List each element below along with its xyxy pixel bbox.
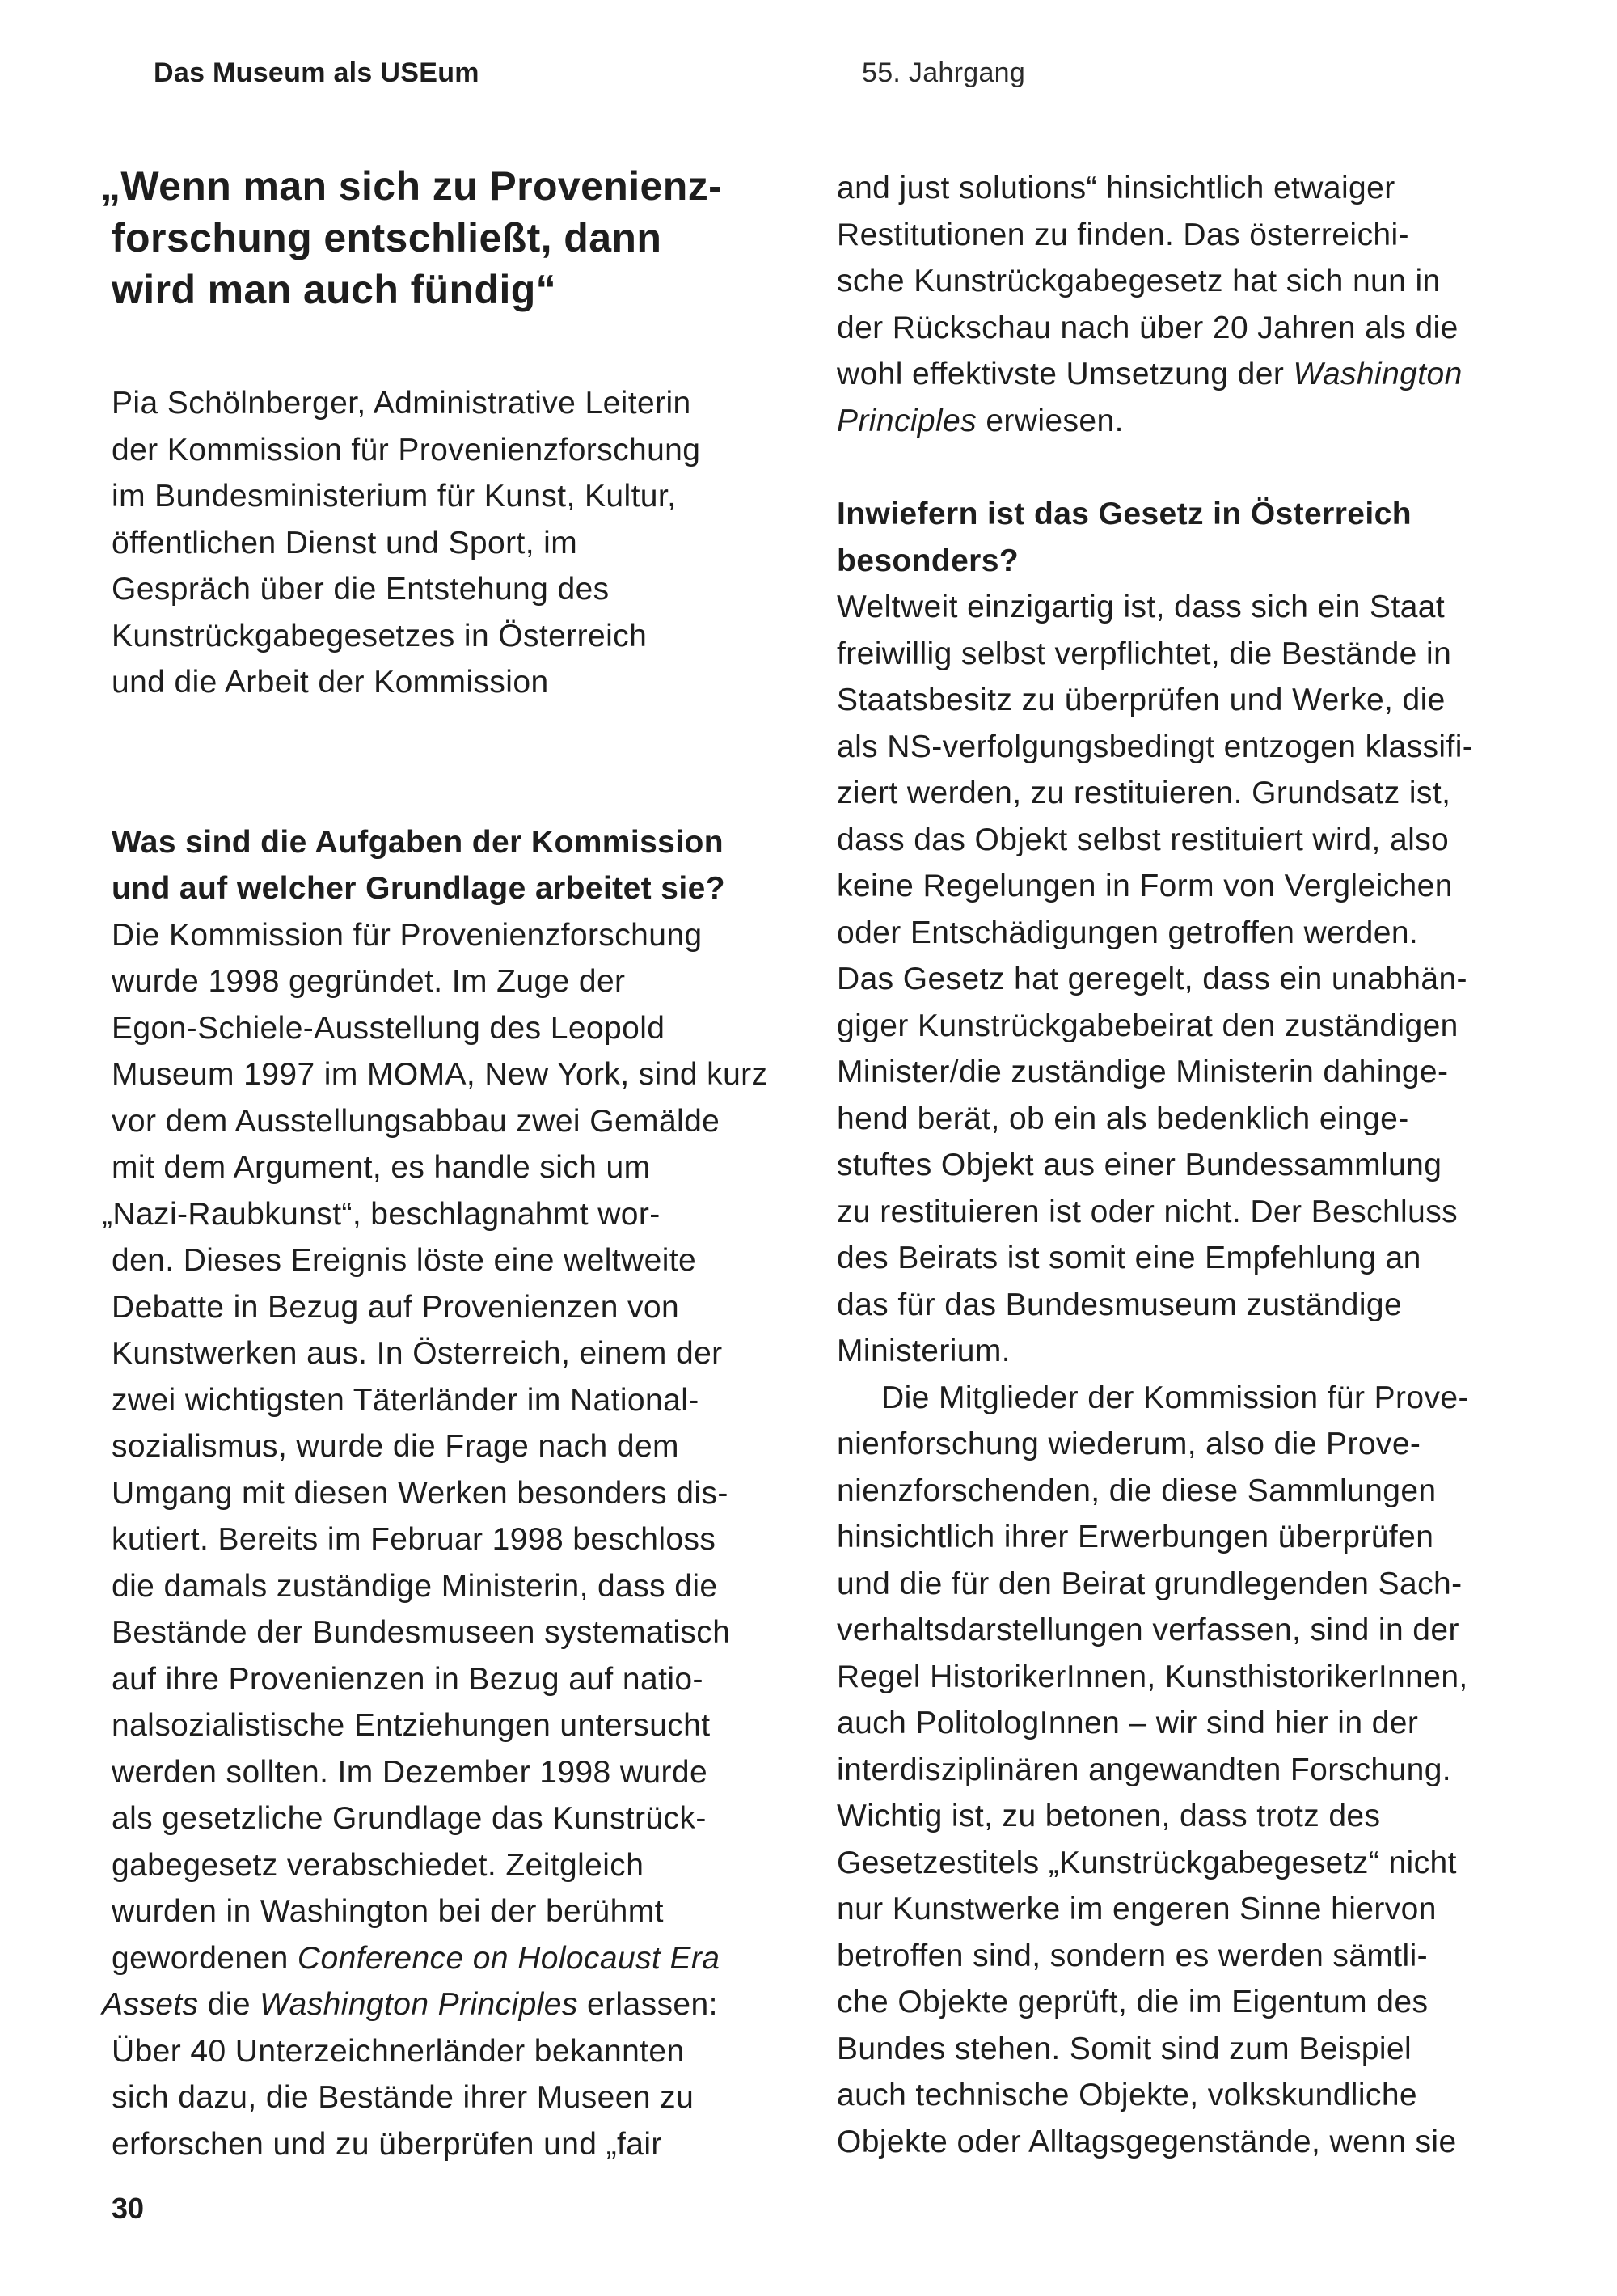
body-line: oder Entschädigungen getroffen werden. [837,915,1419,950]
body-line: des Beirats ist somit eine Empfehlung an [837,1241,1421,1275]
running-head-volume: 55. Jahrgang [862,57,1026,88]
body-line: mit dem Argument, es handle sich um [112,1150,651,1185]
body-line: verhaltsdarstellungen verfassen, sind in der [837,1613,1459,1647]
article-title [100,160,791,315]
body-line: dass das Objekt selbst restituiert wird, also [837,822,1450,857]
body-line: Weltweit einzigartig ist, dass sich ein Staat [837,590,1446,624]
title-line: wird man auch fündig“ [112,267,557,312]
body-line: „Nazi-Raubkunst“, beschlagnahmt wor- [102,1196,661,1232]
body-line: als NS-verfolgungsbedingt entzogen klassifi- [837,729,1474,764]
body-line: nienzforschenden, die diese Sammlungen [837,1473,1437,1508]
body-line: keine Regelungen in Form von Vergleichen [837,869,1453,903]
italic-title: Principles [837,403,977,438]
body-line: sche Kunstrückgabegesetz hat sich nun in [837,264,1441,298]
intro-line: Gespräch über die Entstehung des [112,572,610,607]
italic-title: Washington Principles [260,1987,578,2022]
body-line: Museum 1997 im MOMA, New York, sind kurz [112,1057,768,1092]
body-line: ziert werden, zu restituieren. Grundsatz ist, [837,776,1451,810]
italic-title: Assets [102,1987,199,2022]
body-line: kutiert. Bereits im Februar 1998 beschloss [112,1522,716,1557]
body-line: and just solutions“ hinsichtlich etwaiger [837,171,1395,205]
body-line: Principles erwiesen. [837,403,1124,438]
body-line: nalsozialistische Entziehungen untersucht [112,1708,711,1743]
body-line: das für das Bundesmuseum zuständige [837,1287,1403,1322]
body-line: Über 40 Unterzeichnerländer bekannten [112,2033,685,2069]
body-line: giger Kunstrückgabebeirat den zuständigen [837,1008,1459,1043]
answer-2-paragraph-2 [837,1375,1516,2166]
body-line: Das Gesetz hat geregelt, dass ein unabhän- [837,962,1467,996]
body-line: stuftes Objekt aus einer Bundessammlung [837,1148,1442,1182]
body-line: zu restituieren ist oder nicht. Der Beschluss [837,1194,1458,1229]
article-intro [112,380,791,706]
body-line: sozialismus, wurde die Frage nach dem [112,1429,679,1464]
running-head-section: Das Museum als USEum [154,57,479,88]
intro-line: Kunstrückgabegesetzes in Österreich [112,618,648,653]
body-line: Die Mitglieder der Kommission für Prove- [881,1380,1469,1415]
answer-1-continuation [837,165,1516,444]
body-line: auf ihre Provenienzen in Bezug auf natio- [112,1661,703,1697]
body-line: Bundes stehen. Somit sind zum Beispiel [837,2031,1412,2066]
body-line: den. Dieses Ereignis löste eine weltweite [112,1243,697,1278]
body-line: Restitutionen zu finden. Das österreichi- [837,217,1409,252]
right-column [837,165,1516,2165]
body-line: sich dazu, die Bestände ihrer Museen zu [112,2080,695,2115]
body-line: wurde 1998 gegründet. Im Zuge der [112,964,626,999]
question-heading-1: Was sind die Aufgaben der Kommission und auf welcher Grundlage arbeitet sie? [112,824,725,906]
body-line: che Objekte geprüft, die im Eigentum des [837,1985,1429,2019]
body-line: Regel HistorikerInnen, KunsthistorikerInnen, [837,1659,1468,1694]
body-line: wohl effektivste Umsetzung der Washington [837,357,1463,391]
body-line: auch technische Objekte, volkskundliche [837,2078,1417,2112]
body-line: gabegesetz verabschiedet. Zeitgleich [112,1847,644,1883]
body-line: Minister/die zuständige Ministerin dahinge- [837,1055,1449,1089]
intro-line: öffentlichen Dienst und Sport, im [112,525,578,560]
body-line: Assets die Washington Principles erlassen: [102,1987,718,2022]
body-line: Debatte in Bezug auf Provenienzen von [112,1289,680,1325]
body-line: vor dem Ausstellungsabbau zwei Gemälde [112,1103,720,1139]
intro-line: und die Arbeit der Kommission [112,665,549,700]
body-line: freiwillig selbst verpflichtet, die Bestände in [837,636,1452,671]
italic-title: Washington [1293,357,1463,391]
body-line: hinsichtlich ihrer Erwerbungen überprüfen [837,1520,1434,1554]
intro-line: Pia Schölnberger, Administrative Leiterin [112,386,691,421]
body-line: Kunstwerken aus. In Österreich, einem der [112,1336,723,1371]
body-line: interdisziplinären angewandten Forschung. [837,1752,1452,1787]
body-line: die damals zuständige Ministerin, dass die [112,1568,718,1604]
body-line: hend berät, ob ein als bedenklich einge- [837,1101,1409,1136]
body-line: Gesetzestitels „Kunstrückgabegesetz“ nicht [837,1845,1457,1880]
body-line: Umgang mit diesen Werken besonders dis- [112,1475,728,1511]
body-line: Objekte oder Alltagsgegenstände, wenn sie [837,2124,1457,2159]
body-line: gewordenen Conference on Holocaust Era [112,1940,720,1976]
body-line: als gesetzliche Grundlage das Kunstrück- [112,1801,707,1836]
intro-line: im Bundesministerium für Kunst, Kultur, [112,479,677,514]
body-line: der Rückschau nach über 20 Jahren als die [837,310,1459,345]
body-line: zwei wichtigsten Täterländer im National- [112,1382,699,1418]
body-line: erforschen und zu überprüfen und „fair [112,2126,662,2162]
body-line: Die Kommission für Provenienzforschung [112,917,703,953]
body-line: nienforschung wiederum, also die Prove- [837,1427,1421,1461]
body-line: und die für den Beirat grundlegenden Sach- [837,1566,1463,1601]
body-line: betroffen sind, sondern es werden sämtli- [837,1938,1429,1973]
title-line: „Wenn man sich zu Provenienz- [100,163,723,209]
question-heading-2: Inwiefern ist das Gesetz in Österreich besonders? [837,497,1412,578]
answer-2-body [837,584,1516,1375]
body-line: Staatsbesitz zu überprüfen und Werke, die [837,683,1446,717]
body-line: wurden in Washington bei der berühmt [112,1894,664,1929]
body-line: auch PolitologInnen – wir sind hier in der [837,1706,1419,1740]
body-line: werden sollten. Im Dezember 1998 wurde [112,1754,708,1790]
body-line: Ministerium. [837,1334,1011,1368]
intro-line: der Kommission für Provenienzforschung [112,432,701,467]
body-line: Egon-Schiele-Ausstellung des Leopold [112,1010,665,1046]
page-number: 30 [112,2192,145,2225]
title-line: forschung entschließt, dann [112,215,662,260]
answer-1-body [102,912,791,2168]
body-line: Bestände der Bundesmuseen systematisch [112,1615,731,1650]
body-line: nur Kunstwerke im engeren Sinne hiervon [837,1892,1437,1926]
left-column [100,160,791,2167]
body-line: Wichtig ist, zu betonen, dass trotz des [837,1799,1381,1833]
italic-title: Conference on Holocaust Era [297,1940,720,1976]
